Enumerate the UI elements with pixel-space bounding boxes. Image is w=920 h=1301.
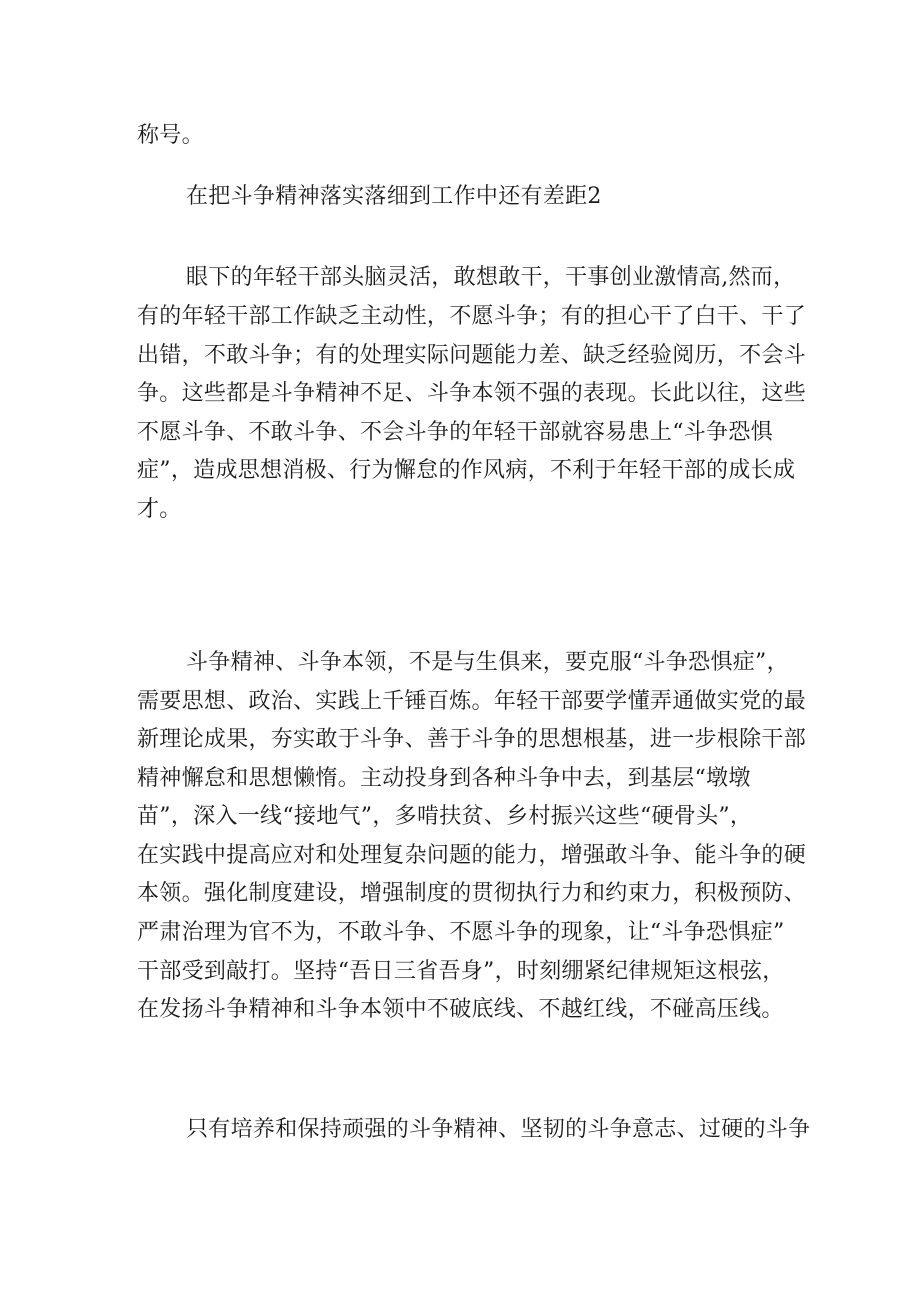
text-line: 苗”，深入一线“接地气”，多啃扶贫、乡村振兴这些“硬骨头”， (137, 804, 753, 829)
text-line: 出错，不敢斗争；有的处理实际问题能力差、缺乏经验阅历，不会斗 (137, 343, 807, 368)
text-line: 精神懈怠和思想懒惰。主动投身到各种斗争中去，到基层“墩墩 (137, 766, 751, 791)
text-line: 争。这些都是斗争精神不足、斗争本领不强的表现。长此以往，这些 (137, 381, 807, 406)
text-line: 在实践中提高应对和处理复杂问题的能力，增强敢斗争、能斗争的硬 (137, 843, 807, 868)
text-line: 新理论成果，夯实敢于斗争、善于斗争的思想根基，进一步根除干部 (137, 727, 807, 752)
text-line: 严肃治理为官不为，不敢斗争、不愿斗争的现象，让“斗争恐惧症” (137, 920, 785, 945)
heading-line: 在把斗争精神落实落细到工作中还有差距2 (186, 184, 602, 209)
text-line: 需要思想、政治、实践上千锤百炼。年轻干部要学懂弄通做实党的最 (137, 689, 807, 714)
text-line: 称号。 (137, 123, 204, 148)
text-line: 眼下的年轻干部头脑灵活，敢想敢干，干事创业激情高,然而， (186, 265, 796, 290)
text-line: 本领。强化制度建设，增强制度的贯彻执行力和约束力，积极预防、 (137, 881, 807, 906)
text-line: 有的年轻干部工作缺乏主动性，不愿斗争；有的担心干了白干、干了 (137, 304, 807, 329)
text-line: 才。 (137, 497, 182, 522)
text-line: 干部受到敲打。坚持“吾日三省吾身”，时刻绷紧纪律规矩这根弦， (137, 959, 785, 984)
text-line: 症”，造成思想消极、行为懈怠的作风病，不利于年轻干部的成长成 (137, 458, 796, 483)
text-line: 不愿斗争、不敢斗争、不会斗争的年轻干部就容易患上“斗争恐惧 (137, 420, 773, 445)
text-line: 斗争精神、斗争本领，不是与生俱来，要克服“斗争恐惧症”， (186, 650, 789, 675)
text-line: 只有培养和保持顽强的斗争精神、坚韧的斗争意志、过硬的斗争 (186, 1117, 811, 1142)
text-line: 在发扬斗争精神和斗争本领中不破底线、不越红线，不碰高压线。 (137, 997, 784, 1022)
